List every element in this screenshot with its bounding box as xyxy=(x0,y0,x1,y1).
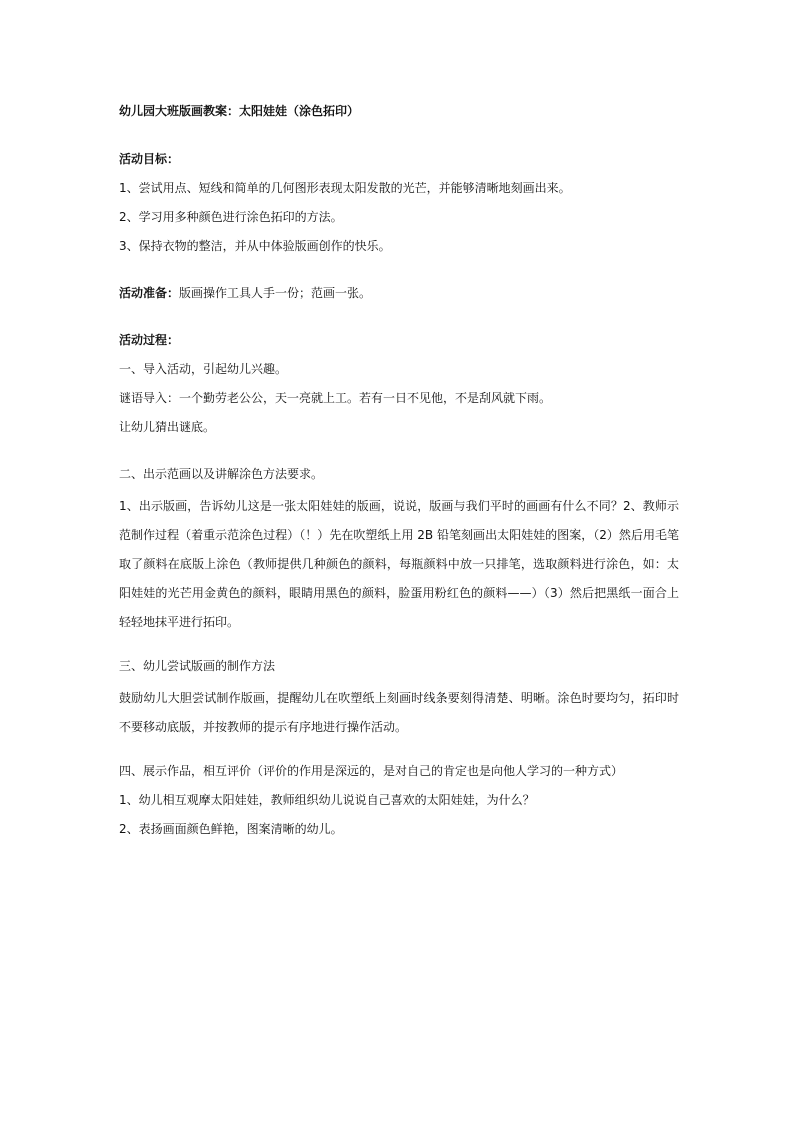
document-page xyxy=(119,100,679,847)
document-title: 幼儿园大班版画教案：太阳娃娃（涂色拓印） xyxy=(119,104,360,118)
goal-item-1: 1、尝试用点、短线和简单的几何图形表现太阳发散的光芒，并能够清晰地刻画出来。 xyxy=(119,181,571,195)
part3-paragraph: 鼓励幼儿大胆尝试制作版画，提醒幼儿在吹塑纸上刻画时线条要刻得清楚、明晰。涂色时要均匀，拓印时不要移动底版，并按教师的提示有序地进行操作活动。 xyxy=(119,691,679,734)
part1-title: 一、导入活动，引起幼儿兴趣。 xyxy=(119,362,288,376)
prep-label: 活动准备： xyxy=(119,286,180,300)
goals-heading: 活动目标： xyxy=(119,152,180,166)
part1-line-2: 让幼儿猜出谜底。 xyxy=(119,420,216,434)
part4-item-2: 2、表扬画面颜色鲜艳，图案清晰的幼儿。 xyxy=(119,822,343,836)
part3-title: 三、幼儿尝试版画的制作方法 xyxy=(119,659,276,673)
part1-line-1: 谜语导入：一个勤劳老公公，天一亮就上工。若有一日不见他，不是刮风就下雨。 xyxy=(119,391,552,405)
prep-line xyxy=(119,282,679,304)
goal-item-3: 3、保持衣物的整洁，并从中体验版画创作的快乐。 xyxy=(119,239,391,253)
process-heading: 活动过程： xyxy=(119,333,180,347)
part4-title: 四、展示作品，相互评价（评价的作用是深远的，是对自己的肯定也是向他人学习的一种方式） xyxy=(119,764,624,778)
part2-title: 二、出示范画以及讲解涂色方法要求。 xyxy=(119,467,324,481)
goal-item-2: 2、学习用多种颜色进行涂色拓印的方法。 xyxy=(119,210,343,224)
part2-paragraph: 1、出示版画，告诉幼儿这是一张太阳娃娃的版画，说说，版画与我们平时的画画有什么不同？2、教师示范制作过程（着重示范涂色过程）（！）先在吹塑纸上用 2B 铅笔刻画出太阳娃娃的图案，（2）然后用毛笔取了颜料在底版上涂色（教师提供几种颜色的颜料，每瓶颜料中放一只排笔，选取颜料进行涂色，如：太阳娃娃的光芒用金黄色的颜料，眼睛用黑色的颜料，脸蛋用粉红色的颜料——）（3）然后把黑纸一面合上轻轻地抹平进行拓印。 xyxy=(119,499,679,629)
part4-item-1: 1、幼儿相互观摩太阳娃娃，教师组织幼儿说说自己喜欢的太阳娃娃，为什么？ xyxy=(119,793,535,807)
prep-text: 版画操作工具人手一份；范画一张。 xyxy=(179,286,372,300)
